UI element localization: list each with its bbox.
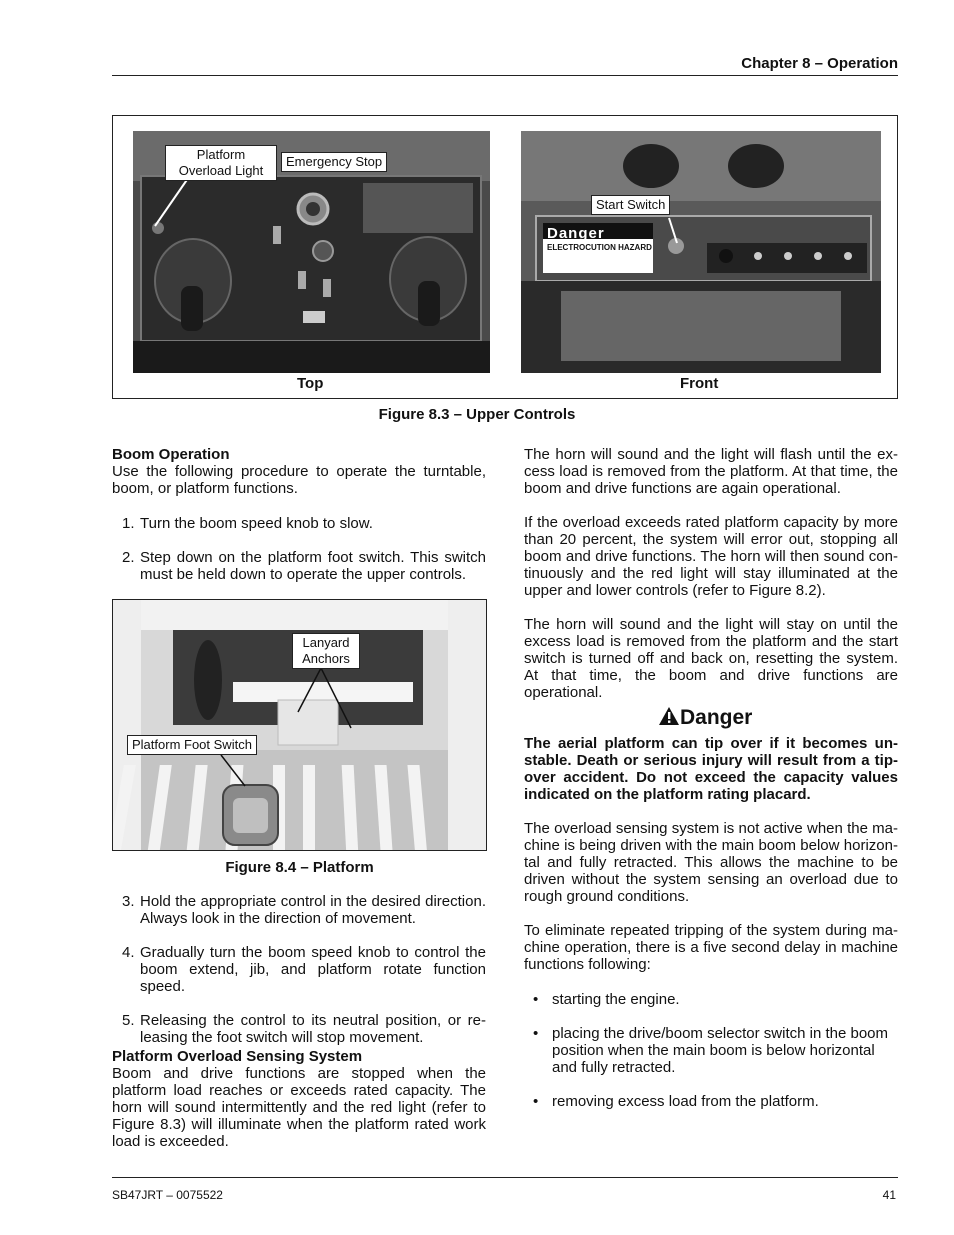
figure-8-3-caption: Figure 8.3 – Upper Controls <box>378 406 576 423</box>
list-item <box>112 515 486 532</box>
list-item <box>112 1012 486 1046</box>
list-item <box>524 991 898 1008</box>
front-controls-photo <box>521 131 881 373</box>
danger-title: Danger <box>680 706 753 729</box>
bullet-list <box>524 991 898 1110</box>
danger-text: The aerial platform can tip over if it becomes unstable. Death or serious injury will result from a tip-over accident. Do not exceed the capacity values indicated on the platform rating placard. <box>524 735 898 803</box>
left-column <box>112 446 486 497</box>
bullet-mark: • <box>533 1093 539 1110</box>
paragraph: The overload sensing system is not active when the machine is being driven with the main boom below horizontal and fully retracted. This allows the machine to be driven without the system sensing an overload due to rough ground conditions. <box>524 820 898 905</box>
paragraph: The horn will sound and the light will flash until the excess load is removed from the platform. At that time, the boom and drive functions are again operational. <box>524 446 898 497</box>
platform-foot-switch-label: Platform Foot Switch <box>132 737 252 752</box>
steps-3-5 <box>112 893 486 1046</box>
overload-heading: Platform Overload Sensing System <box>112 1048 363 1065</box>
step-text: Releasing the control to its neutral position, or releasing the foot switch will stop movement. <box>140 1012 486 1046</box>
list-item <box>524 1093 898 1110</box>
boom-operation-intro: Use the following procedure to operate the turntable, boom, or platform functions. <box>112 463 486 497</box>
list-item <box>524 1025 898 1076</box>
start-switch-callout <box>591 195 670 215</box>
photo-label-front: Front <box>680 375 719 392</box>
overload-text: Boom and drive functions are stopped when the platform load reaches or exceeds rated capacity. The horn will sound intermittently and the red light (refer to Figure 8.3) will illuminate when the platform rated work load is exceeded. <box>112 1065 486 1150</box>
photo-label-top: Top <box>297 375 324 392</box>
step-number: 4. <box>122 944 135 961</box>
step-text: Step down on the platform foot switch. This switch must be held down to operate the upper controls. <box>140 549 486 583</box>
bullet-text: removing excess load from the platform. <box>552 1093 819 1110</box>
warning-triangle-icon <box>658 706 680 726</box>
right-column-lower <box>524 735 898 973</box>
steps-1-2 <box>112 515 486 583</box>
platform-overload-light-callout <box>165 145 277 181</box>
step-number: 2. <box>122 549 135 566</box>
footer-doc-id: SB47JRT – 0075522 <box>112 1188 223 1202</box>
paragraph: If the overload exceeds rated platform capacity by more than 20 percent, the system will error out, stopping all boom and drive functions. The horn will then sound continuously and the red light will stay illuminated at the upper and lower controls (refer to Figure 8.2). <box>524 514 898 599</box>
emergency-stop-callout <box>281 152 387 172</box>
bullet-text: starting the engine. <box>552 991 680 1008</box>
step-number: 1. <box>122 515 135 532</box>
right-column <box>524 446 898 701</box>
chapter-title: Chapter 8 – Operation <box>741 55 898 72</box>
step-text: Turn the boom speed knob to slow. <box>140 515 373 532</box>
platform-overload-light-label: Platform Overload Light <box>178 147 264 178</box>
start-switch-label: Start Switch <box>596 197 666 212</box>
footer-page-number: 41 <box>882 1188 896 1202</box>
lanyard-anchors-callout <box>292 633 360 669</box>
lanyard-anchors-label: Lanyard Anchors <box>302 635 350 666</box>
step-text: Gradually turn the boom speed knob to control the boom extend, jib, and platform rotate function speed. <box>140 944 486 995</box>
list-item <box>112 549 486 583</box>
danger-heading <box>658 706 752 730</box>
list-item <box>112 944 486 995</box>
emergency-stop-label: Emergency Stop <box>286 154 383 169</box>
header-rule <box>112 75 898 76</box>
footer-rule <box>112 1177 898 1178</box>
step-number: 5. <box>122 1012 135 1029</box>
bullet-text: placing the drive/boom selector switch in the boom position when the main boom is below horizontal and fully retracted. <box>552 1025 889 1076</box>
bullet-mark: • <box>533 1025 539 1042</box>
step-text: Hold the appropriate control in the desired direction. Always look in the direction of movement. <box>140 893 486 927</box>
paragraph: To eliminate repeated tripping of the system during machine operation, there is a five second delay in machine functions following: <box>524 922 898 973</box>
danger-plate-title: Danger <box>547 225 605 242</box>
danger-plate-subtitle: ELECTROCUTION HAZARD <box>547 243 652 252</box>
boom-operation-heading: Boom Operation <box>112 446 230 463</box>
figure-8-4-caption: Figure 8.4 – Platform <box>225 859 374 876</box>
step-number: 3. <box>122 893 135 910</box>
list-item <box>112 893 486 927</box>
overload-section <box>112 1048 486 1150</box>
bullet-mark: • <box>533 991 539 1008</box>
paragraph: The horn will sound and the light will stay on until the excess load is removed from the platform and the start switch is turned off and back on, resetting the system. At that time, the boom and drive functions are operational. <box>524 616 898 701</box>
platform-foot-switch-callout <box>127 735 257 755</box>
